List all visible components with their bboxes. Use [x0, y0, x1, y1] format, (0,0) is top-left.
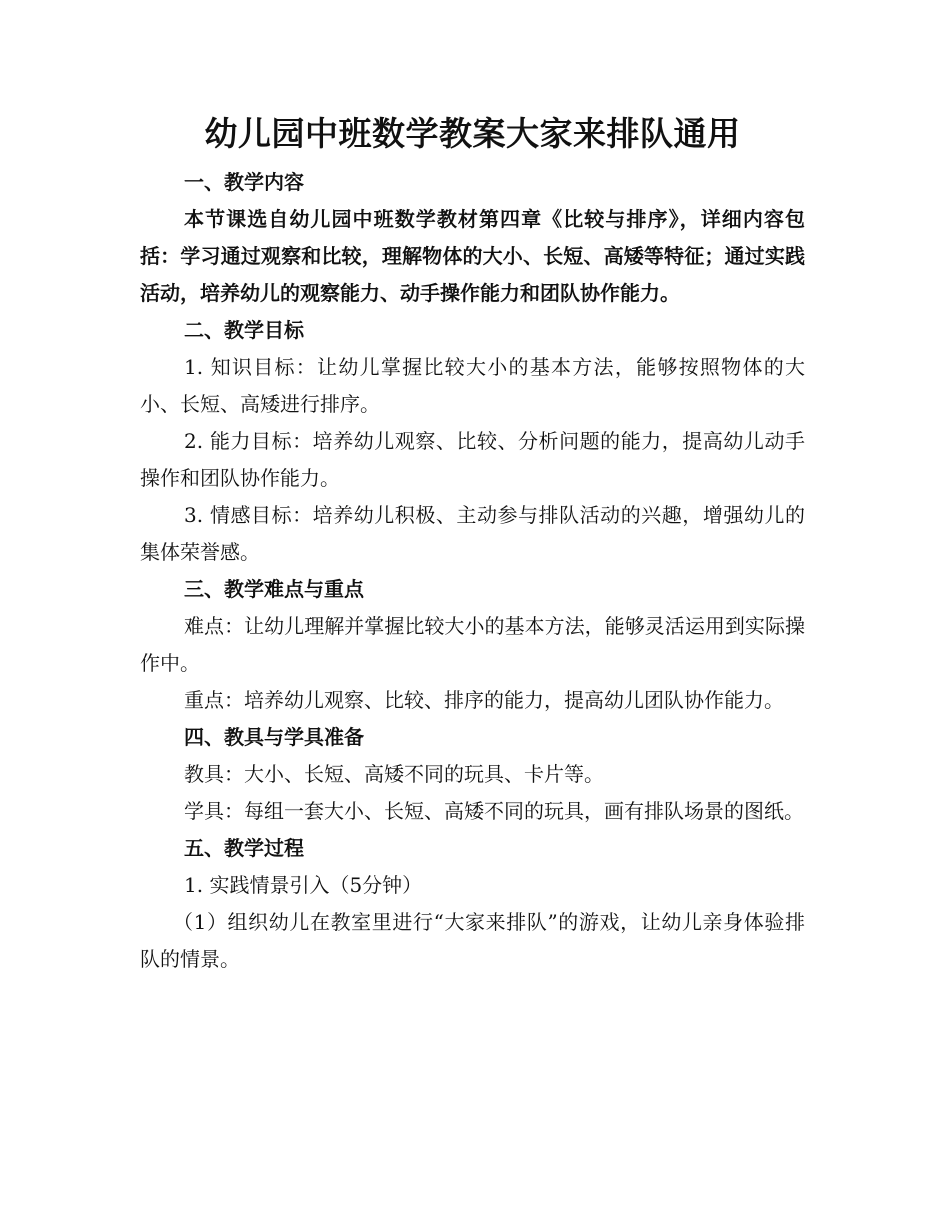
document-page: [140, 108, 805, 978]
goal-knowledge: 1. 知识目标：让幼儿掌握比较大小的基本方法，能够按照物体的大小、长短、高矮进行排序。: [140, 355, 805, 416]
section-heading-teaching-content: 一、教学内容: [184, 170, 304, 194]
learning-aids-paragraph: 学具：每组一套大小、长短、高矮不同的玩具，画有排队场景的图纸。: [184, 799, 804, 823]
key-point-paragraph: 重点：培养幼儿观察、比较、排序的能力，提高幼儿团队协作能力。: [184, 688, 784, 712]
document-title: 幼儿园中班数学教案大家来排队通用: [204, 114, 741, 153]
section-heading-teaching-goals: 二、教学目标: [184, 318, 304, 342]
goal-ability: 2. 能力目标：培养幼儿观察、比较、分析问题的能力，提高幼儿动手操作和团队协作能力。: [140, 429, 805, 490]
section-heading-teaching-process: 五、教学过程: [184, 836, 304, 860]
section-heading-difficulty-key: 三、教学难点与重点: [184, 577, 364, 601]
section-heading-materials: 四、教具与学具准备: [184, 725, 364, 749]
teaching-aids-paragraph: 教具：大小、长短、高矮不同的玩具、卡片等。: [184, 762, 604, 786]
teaching-content-paragraph: 本节课选自幼儿园中班数学教材第四章《比较与排序》，详细内容包括：学习通过观察和比较，理解物体的大小、长短、高矮等特征；通过实践活动，培养幼儿的观察能力、动手操作能力和团队协作能力。: [140, 207, 805, 305]
difficulty-paragraph: 难点：让幼儿理解并掌握比较大小的基本方法，能够灵活运用到实际操作中。: [140, 614, 805, 675]
process-step-1-detail: （1）组织幼儿在教室里进行“大家来排队”的游戏，让幼儿亲身体验排队的情景。: [140, 910, 805, 971]
process-step-1: 1. 实践情景引入（5分钟）: [184, 873, 423, 897]
goal-emotion: 3. 情感目标：培养幼儿积极、主动参与排队活动的兴趣，增强幼儿的集体荣誉感。: [140, 503, 805, 564]
